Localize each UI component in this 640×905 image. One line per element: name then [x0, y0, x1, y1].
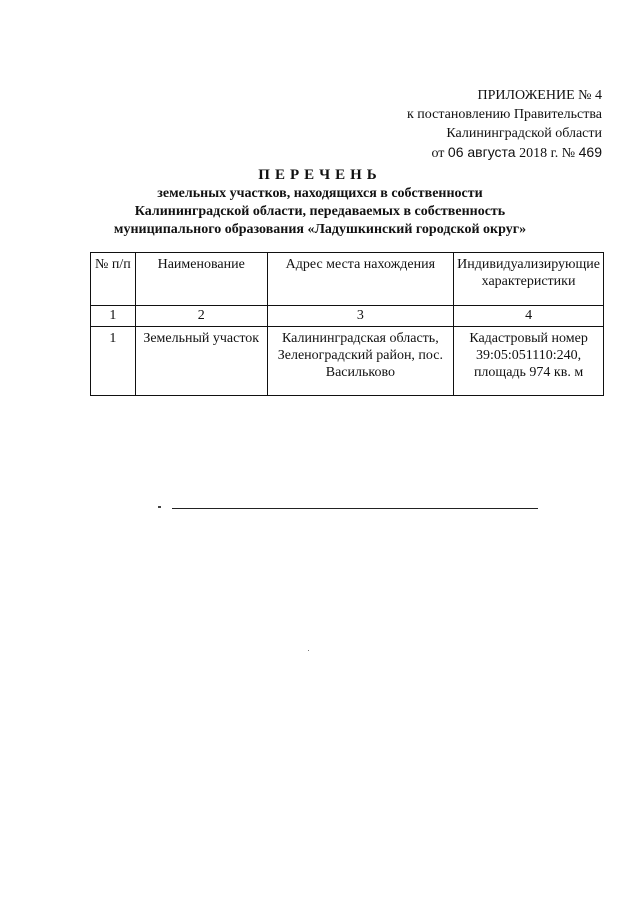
column-number: 2: [135, 306, 267, 327]
date-prefix: от: [431, 146, 445, 161]
cell-name: Земельный участок: [135, 327, 267, 396]
table-row: [91, 327, 604, 396]
column-number: 4: [454, 306, 604, 327]
column-number-row: [91, 306, 604, 327]
cell-address: Калининградская область, Зеленоградский район, пос. Васильково: [267, 327, 454, 396]
cell-characteristics: Кадастровый номер 39:05:051110:240, площадь 974 кв. м: [454, 327, 604, 396]
land-plots-table: [90, 252, 604, 396]
header-name: Наименование: [135, 253, 267, 306]
appendix-title: ПРИЛОЖЕНИЕ № 4: [477, 88, 602, 103]
scan-speck: [308, 650, 309, 651]
appendix-line-region: Калининградской области: [446, 126, 602, 141]
closing-rule: [172, 508, 538, 509]
decree-number: 469: [578, 144, 602, 160]
column-number: 1: [91, 306, 136, 327]
title-heading: ПЕРЕЧЕНЬ: [258, 167, 382, 183]
appendix-date-line: [407, 143, 602, 163]
date-year: 2018 г. №: [519, 146, 576, 161]
title-line-1: земельных участков, находящихся в собственности: [157, 186, 483, 201]
cell-number: 1: [91, 327, 136, 396]
scan-dot: [158, 506, 161, 508]
date-value: 06 августа: [447, 144, 516, 160]
header-characteristics: Индивидуализирующие характеристики: [454, 253, 604, 306]
document-title: [100, 166, 540, 239]
appendix-line-decree: к постановлению Правительства: [406, 107, 602, 122]
appendix-block: [407, 86, 602, 163]
column-number: 3: [267, 306, 454, 327]
header-number: № п/п: [91, 253, 136, 306]
title-line-2: Калининградской области, передаваемых в собственность: [134, 204, 506, 219]
table-header-row: [91, 253, 604, 306]
title-line-3: муниципального образования «Ладушкинский городской округ»: [113, 222, 527, 237]
header-address: Адрес места нахождения: [267, 253, 454, 306]
